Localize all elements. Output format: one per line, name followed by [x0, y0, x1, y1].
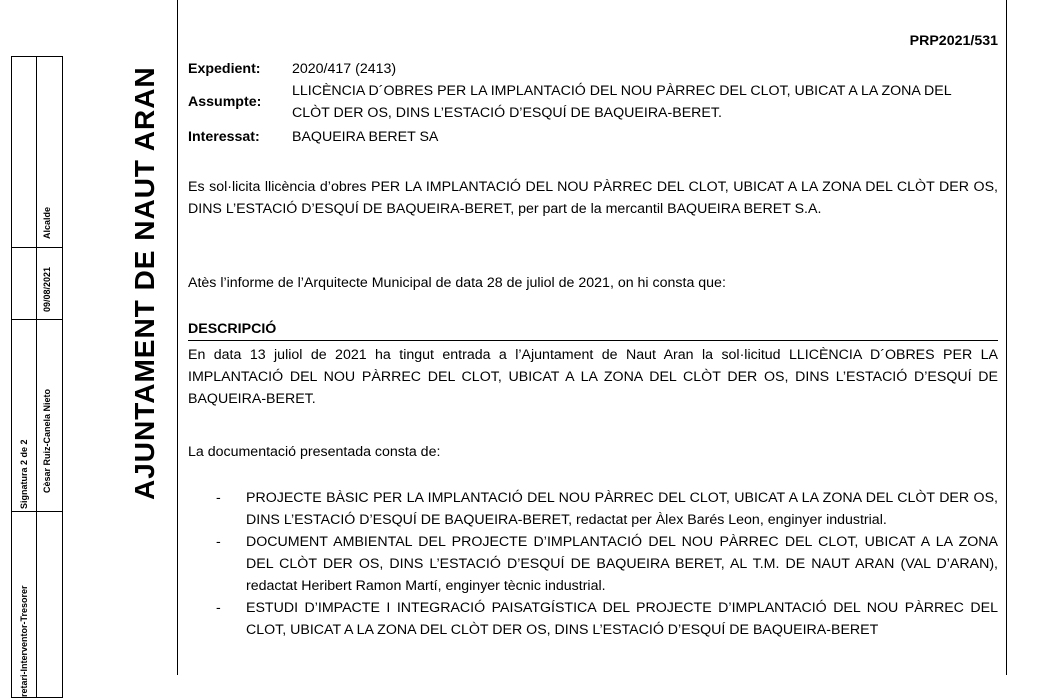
- list-bullet: -: [216, 534, 221, 550]
- meta-assumpte: [188, 80, 998, 124]
- signature-signer-name: Cèsar Ruiz-Canela Nieto: [42, 388, 52, 493]
- list-bullet: -: [216, 600, 221, 616]
- report-line: Atès l’informe de l’Arquitecte Municipal de data 28 de juliol de 2021, on hi consta que:: [188, 275, 726, 291]
- signature-role-label: retari-Interventor-Tresorer: [19, 585, 29, 697]
- margin-rule-right: [1006, 0, 1007, 675]
- description-paragraph: En data 13 juliol de 2021 ha tingut entrada a l’Ajuntament de Naut Aran la sol·licitud LLICÈNCIA D´OBRES PER LA IMPLANTACIÓ DEL NOU PÀRREC DEL CLOT, UBICAT A LA ZONA DEL CLÒT DER OS, DINS L’ESTACIÓ D’ESQUÍ DE BAQUEIRA-BERET.: [188, 347, 998, 407]
- list-item: [188, 487, 998, 531]
- list-bullet: -: [216, 490, 221, 506]
- council-name: AJUNTAMENT DE NAUT ARAN: [129, 66, 160, 500]
- intro-text-end: , per part de la mercantil BAQUEIRA BERET S.A.: [510, 201, 822, 217]
- list-item-text: PROJECTE BÀSIC PER LA IMPLANTACIÓ DEL NOU PÀRREC DEL CLOT, UBICAT A LA ZONA DEL CLÒT DER OS, DINS L’ESTACIÓ D’ESQUÍ DE BAQUEIRA-BERET, redactat per Àlex Barés Leon, enginyer industrial.: [246, 490, 998, 528]
- intro-text: Es sol·licita llicència d’obres: [188, 179, 371, 195]
- expedient-value: 2020/417 (2413): [292, 61, 397, 77]
- signature-box: [11, 56, 63, 698]
- interessat-value: BAQUEIRA BERET SA: [292, 129, 439, 145]
- list-item: [188, 597, 998, 641]
- assumpte-value: LLICÈNCIA D´OBRES PER LA IMPLANTACIÓ DEL NOU PÀRREC DEL CLOT, UBICAT A LA ZONA DEL CLÒT DER OS, DINS L’ESTACIÓ D’ESQUÍ DE BAQUEIRA-BERET.: [292, 83, 952, 121]
- list-item: [188, 531, 998, 597]
- assumpte-label: Assumpte:: [188, 94, 262, 110]
- intro-paragraph: [188, 176, 998, 220]
- meta-expedient: [188, 58, 998, 80]
- margin-rule-left: [177, 0, 178, 675]
- documents-intro: La documentació presentada consta de:: [188, 444, 441, 460]
- list-item-text: DOCUMENT AMBIENTAL DEL PROJECTE D’IMPLANTACIÓ DEL NOU PÀRREC DEL CLOT, UBICAT A LA ZONA DEL CLÒT DER OS, DINS L’ESTACIÓ D’ESQUÍ DE BAQUEIRA BERET, AL T.M. DE NAUT ARAN (VAL D’ARAN), redactat Heribert Ramon Martí, enginyer tècnic industrial.: [246, 534, 998, 594]
- signature-row-divider: [12, 319, 62, 320]
- documents-list: [188, 487, 998, 641]
- intro-emphasis: PER LA IMPLANTACIÓ DEL NOU PÀRREC DEL CLOT, UBICAT A LA ZONA DEL CLÒT DER OS, DINS L’ESTACIÓ D’ESQUÍ DE BAQUEIRA-BERET: [188, 179, 998, 217]
- meta-interessat: [188, 126, 998, 148]
- interessat-label: Interessat:: [188, 129, 260, 145]
- document-reference: PRP2021/531: [909, 33, 998, 49]
- signature-row-divider: [12, 511, 62, 512]
- expedient-label: Expedient:: [188, 61, 261, 77]
- signature-row-divider: [12, 247, 62, 248]
- signature-date: 09/08/2021: [42, 266, 52, 312]
- signature-role-label: Alcalde: [42, 206, 52, 239]
- section-heading: DESCRIPCIÓ: [188, 318, 998, 341]
- signature-sheet-label: Signatura 2 de 2: [19, 439, 29, 509]
- list-item-text: ESTUDI D’IMPACTE I INTEGRACIÓ PAISATGÍSTICA DEL PROJECTE D’IMPLANTACIÓ DEL NOU PÀRREC DEL CLOT, UBICAT A LA ZONA DEL CLÒT DER OS, DINS L’ESTACIÓ D’ESQUÍ DE BAQUEIRA-BERET: [246, 600, 998, 638]
